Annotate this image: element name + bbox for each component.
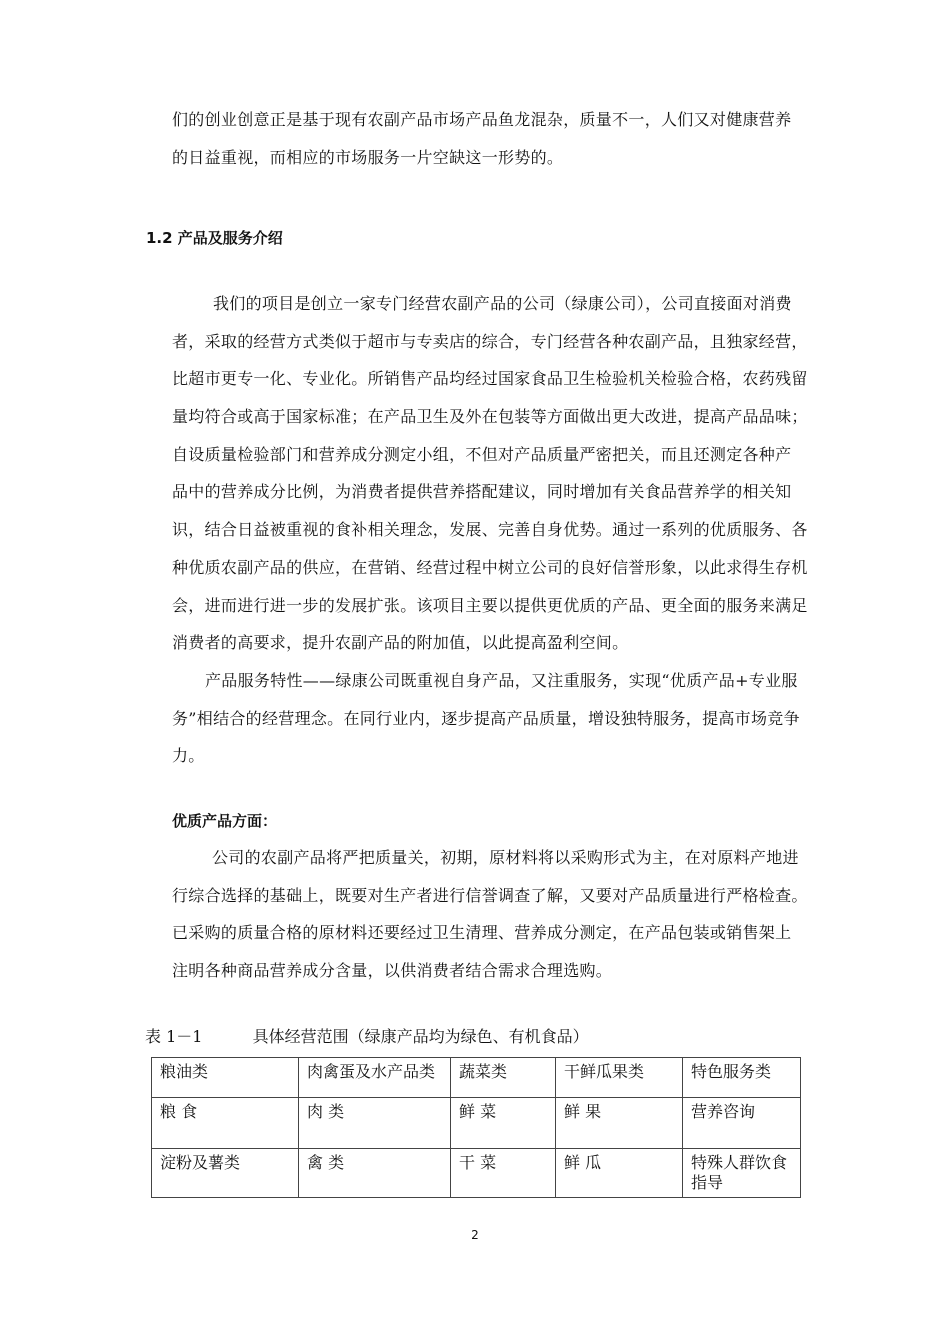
table-cell: 特殊人群饮食指导 — [683, 1149, 801, 1198]
text-line: 者，采取的经营方式类似于超市与专卖店的综合，专门经营各种农副产品，且独家经营， — [172, 331, 808, 351]
table-title: 具体经营范围（绿康产品均为绿色、有机食品） — [252, 1027, 589, 1046]
table-cell: 鲜 菜 — [451, 1098, 556, 1149]
text-line: 公司的农副产品将严把质量关，初期，原材料将以采购形式为主，在对原料产地进 — [212, 848, 799, 867]
quality-heading: 优质产品方面： — [172, 812, 278, 830]
text-line: 比超市更专一化、专业化。所销售产品均经过国家食品卫生检验机关检验合格，农药残留 — [172, 369, 808, 389]
table-cell: 特色服务类 — [683, 1058, 801, 1098]
table-row — [152, 1098, 801, 1149]
text-line: 种优质农副产品的供应，在营销、经营过程中树立公司的良好信誉形象，以此求得生存机 — [172, 557, 808, 577]
table-cell: 禽 类 — [299, 1149, 451, 1198]
product-intro-paragraph — [172, 285, 812, 775]
text-line: 的日益重视，而相应的市场服务一片空缺这一形势的。 — [172, 147, 564, 167]
text-line: 会，进而进行进一步的发展扩张。该项目主要以提供更优质的产品、更全面的服务来满足 — [172, 595, 808, 615]
text-line: 品中的营养成分比例，为消费者提供营养搭配建议，同时增加有关食品营养学的相关知 — [172, 482, 792, 502]
table-cell: 蔬菜类 — [451, 1058, 556, 1098]
table-cell: 粮 食 — [152, 1098, 299, 1149]
text-line: 产品服务特性——绿康公司既重视自身产品，又注重服务，实现“优质产品+专业服 — [205, 670, 798, 690]
intro-paragraph — [172, 101, 812, 176]
page-number: 2 — [471, 1228, 479, 1242]
table-cell: 肉禽蛋及水产品类 — [299, 1058, 451, 1098]
text-line: 消费者的高要求，提升农副产品的附加值，以此提高盈利空间。 — [172, 633, 629, 653]
table-cell: 粮油类 — [152, 1058, 299, 1098]
quality-paragraph — [172, 839, 812, 990]
table-row — [152, 1149, 801, 1198]
text-line: 务”相结合的经营理念。在同行业内，逐步提高产品质量，增设独特服务，提高市场竞争 — [172, 708, 800, 728]
business-scope-table — [151, 1057, 801, 1198]
table-row — [152, 1058, 801, 1098]
table-label: 表 1－1 — [145, 1027, 203, 1046]
table-cell: 鲜 瓜 — [556, 1149, 683, 1198]
table-cell: 干 菜 — [451, 1149, 556, 1198]
table-caption — [145, 1024, 589, 1047]
table-cell: 肉 类 — [299, 1098, 451, 1149]
text-line: 我们的项目是创立一家专门经营农副产品的公司（绿康公司），公司直接面对消费 — [213, 294, 792, 313]
text-line: 力。 — [172, 746, 205, 766]
text-line: 识，结合日益被重视的食补相关理念，发展、完善自身优势。通过一系列的优质服务、各 — [172, 520, 808, 540]
section-heading: 1.2 产品及服务介绍 — [146, 229, 283, 247]
table-cell: 营养咨询 — [683, 1098, 801, 1149]
text-line: 注明各种商品营养成分含量，以供消费者结合需求合理选购。 — [172, 961, 613, 981]
text-line: 量均符合或高于国家标准；在产品卫生及外在包装等方面做出更大改进，提高产品品味； — [172, 407, 808, 427]
table-cell: 淀粉及薯类 — [152, 1149, 299, 1198]
table-cell: 鲜 果 — [556, 1098, 683, 1149]
text-line: 行综合选择的基础上，既要对生产者进行信誉调查了解，又要对产品质量进行严格检查。 — [172, 885, 808, 905]
text-line: 已采购的质量合格的原材料还要经过卫生清理、营养成分测定，在产品包装或销售架上 — [172, 923, 792, 943]
table-cell: 干鲜瓜果类 — [556, 1058, 683, 1098]
text-line: 们的创业创意正是基于现有农副产品市场产品鱼龙混杂，质量不一，人们又对健康营养 — [172, 110, 792, 129]
text-line: 自设质量检验部门和营养成分测定小组，不但对产品质量严密把关，而且还测定各种产 — [172, 444, 792, 464]
